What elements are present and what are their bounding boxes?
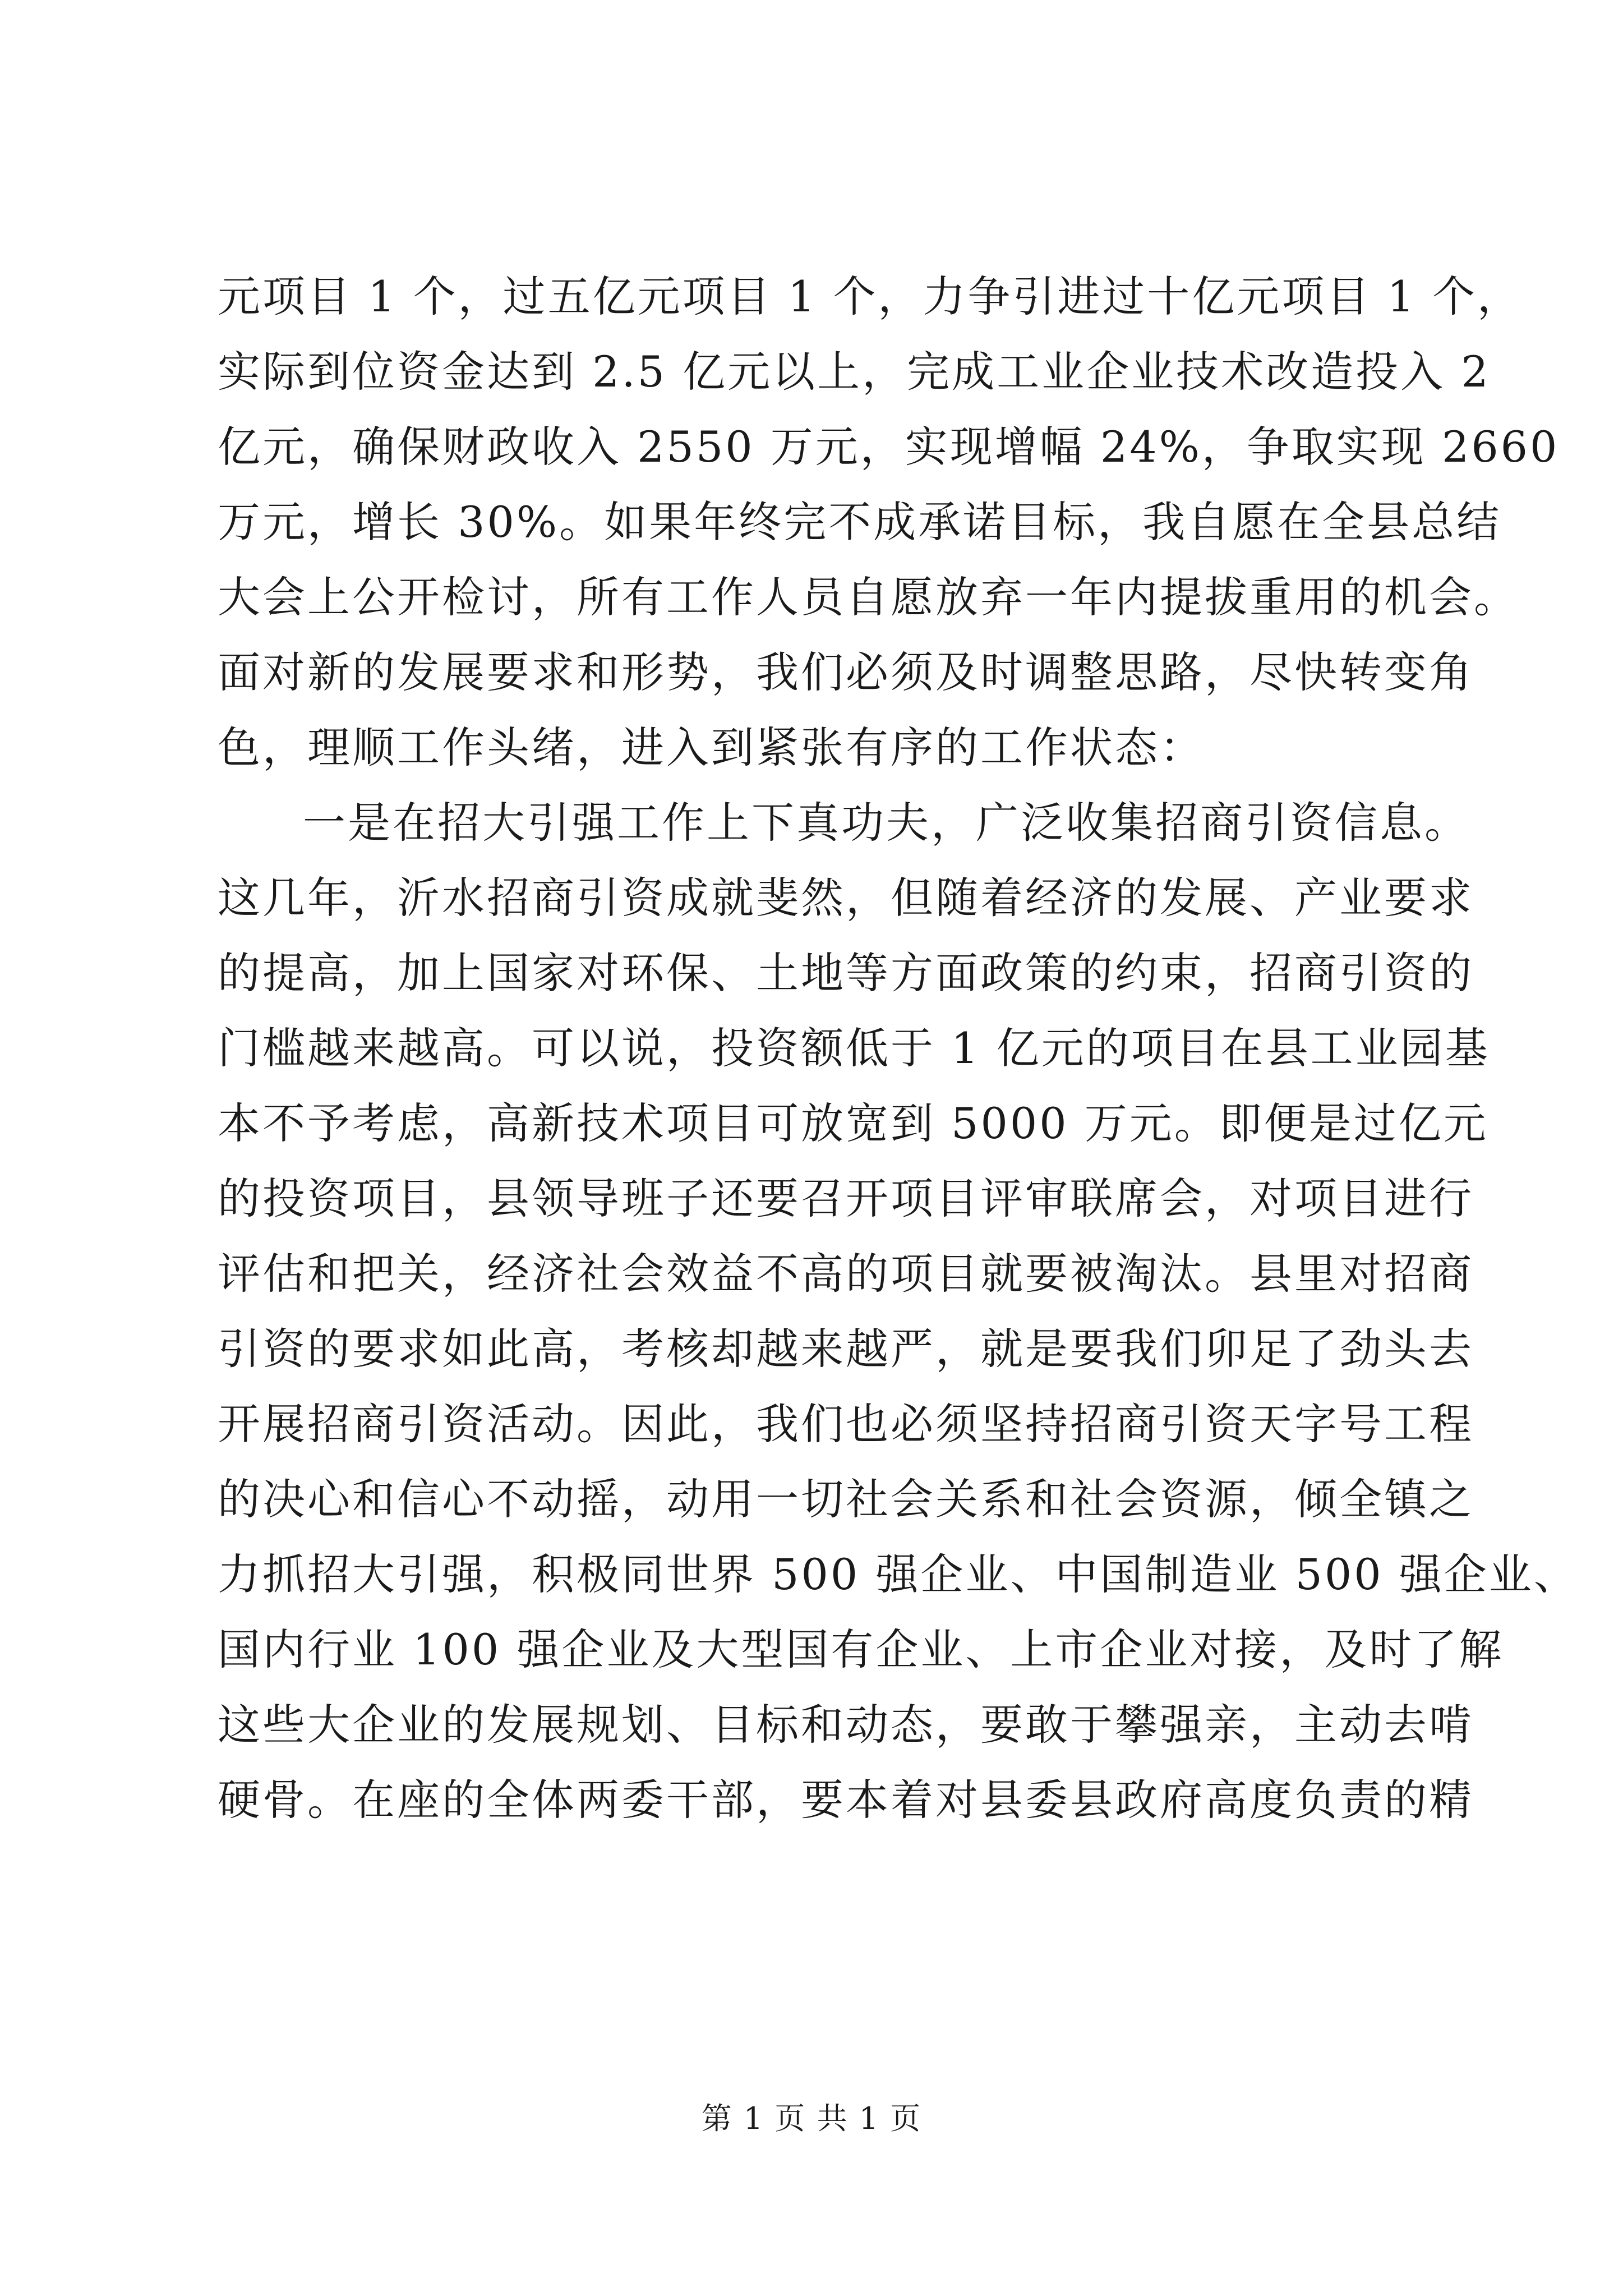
text-line: 的投资项目，县领导班子还要召开项目评审联席会，对项目进行 <box>218 1174 1474 1223</box>
text-line: 面对新的发展要求和形势，我们必须及时调整思路，尽快转变角 <box>218 647 1474 697</box>
page-number-footer: 第 1 页 共 1 页 <box>701 2101 922 2136</box>
text-line: 引资的要求如此高，考核却越来越严，就是要我们卯足了劲头去 <box>218 1324 1474 1374</box>
text-line: 硬骨。在座的全体两委干部，要本着对县委县政府高度负责的精 <box>218 1775 1474 1825</box>
text-line: 色，理顺工作头绪，进入到紧张有序的工作状态： <box>218 723 1205 772</box>
text-line: 评估和把关，经济社会效益不高的项目就要被淘汰。县里对招商 <box>218 1249 1474 1299</box>
text-line: 力抓招大引强，积极同世界 500 强企业、中国制造业 500 强企业、 <box>218 1549 1579 1599</box>
text-line: 的决心和信心不动摇，动用一切社会关系和社会资源，倾全镇之 <box>218 1474 1474 1524</box>
text-line: 开展招商引资活动。因此，我们也必须坚持招商引资天字号工程 <box>218 1399 1474 1449</box>
text-line: 这些大企业的发展规划、目标和动态，要敢于攀强亲，主动去啃 <box>218 1700 1474 1750</box>
text-line: 大会上公开检讨，所有工作人员自愿放弃一年内提拔重用的机会。 <box>218 572 1519 622</box>
text-line: 万元，增长 30%。如果年终完不成承诺目标，我自愿在全县总结 <box>218 497 1502 547</box>
text-line: 的提高，加上国家对环保、土地等方面政策的约束，招商引资的 <box>218 948 1474 998</box>
paragraph-first-line: 一是在招大引强工作上下真功夫，广泛收集招商引资信息。 <box>303 798 1469 848</box>
text-line: 元项目 1 个，过五亿元项目 1 个，力争引进过十亿元项目 1 个， <box>218 272 1523 321</box>
text-line: 亿元，确保财政收入 2550 万元，实现增幅 24%，争取实现 2660 <box>218 422 1560 472</box>
text-line: 本不予考虑，高新技术项目可放宽到 5000 万元。即便是过亿元 <box>218 1098 1488 1148</box>
text-line: 门槛越来越高。可以说，投资额低于 1 亿元的项目在县工业园基 <box>218 1023 1490 1073</box>
text-line: 国内行业 100 强企业及大型国有企业、上市企业对接，及时了解 <box>218 1625 1504 1674</box>
body-text <box>218 259 1579 1838</box>
text-line: 实际到位资金达到 2.5 亿元以上，完成工业企业技术改造投入 2 <box>218 347 1491 397</box>
text-line: 这几年，沂水招商引资成就斐然，但随着经济的发展、产业要求 <box>218 873 1474 923</box>
